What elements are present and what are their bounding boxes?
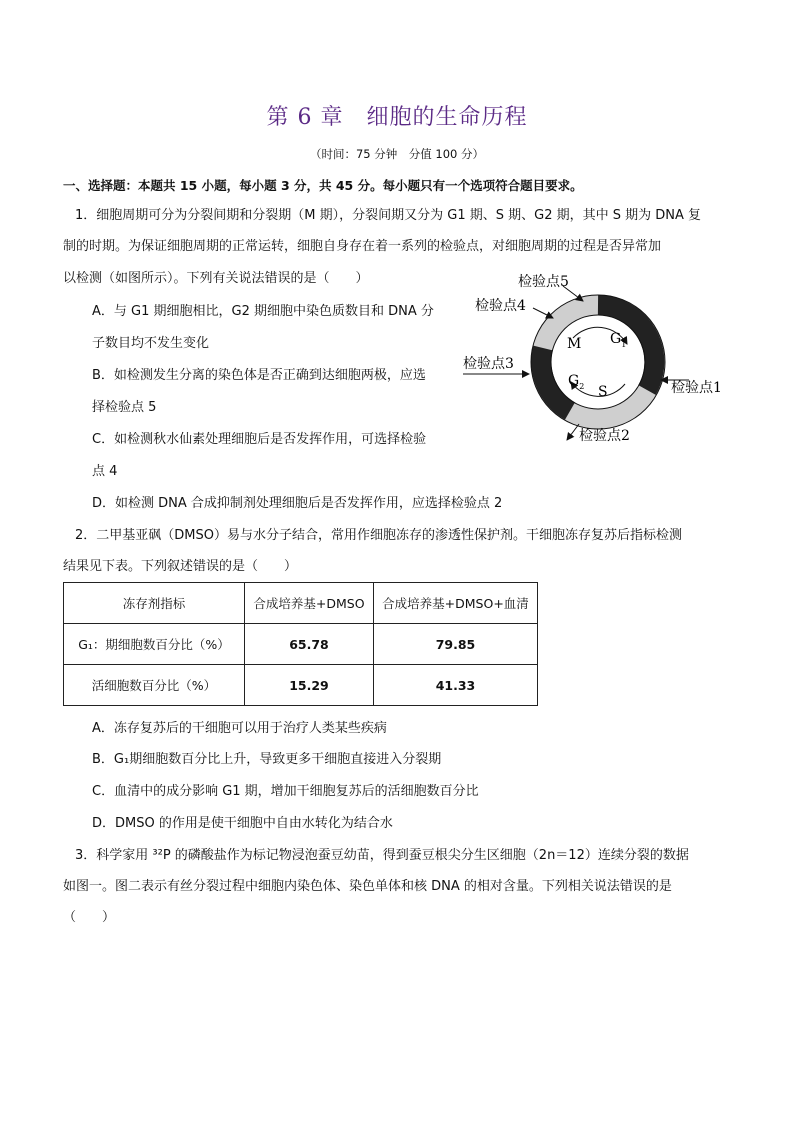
q3-stem-line-3: （ ） [63, 910, 116, 925]
q1-option-c-line-1: C．如检测秋水仙素处理细胞后是否发挥作用，可选择检验 [92, 432, 427, 447]
q2-option-c: C．血清中的成分影响 G1 期，增加干细胞复苏后的活细胞数百分比 [92, 784, 479, 799]
table-cell: 活细胞数百分比（%） [64, 665, 245, 706]
checkpoint-2-label: 检验点2 [579, 428, 630, 444]
q1-stem-line-2: 制的时期。为保证细胞周期的正常运转，细胞自身存在着一系列的检验点，对细胞周期的过程是否异常加 [63, 239, 662, 254]
section-heading: 一、选择题：本题共 15 小题，每小题 3 分，共 45 分。每小题只有一个选项符合题目要求。 [63, 178, 583, 193]
q2-stem-line-2: 结果见下表。下列叙述错误的是（ ） [63, 559, 298, 574]
cell-cycle-diagram [455, 268, 740, 448]
table-row [64, 665, 538, 706]
q1-option-b-line-1: B．如检测发生分离的染色体是否正确到达细胞两极，应选 [92, 368, 426, 383]
checkpoint-1-label: 检验点1 [671, 380, 722, 396]
q3-stem-line-1: 3．科学家用 ³²P 的磷酸盐作为标记物浸泡蚕豆幼苗，得到蚕豆根尖分生区细胞（2n＝12）连续分裂的数据 [75, 848, 689, 863]
checkpoint-3-label: 检验点3 [463, 356, 514, 372]
q1-option-b-line-2: 择检验点 5 [92, 400, 157, 415]
phase-g2-label: $G_2$ [568, 373, 585, 391]
q1-option-a-line-2: 子数目均不发生变化 [92, 336, 210, 351]
table-header-cell: 合成培养基+DMSO+血清 [374, 583, 538, 624]
q1-option-c-line-2: 点 4 [92, 464, 118, 479]
results-table [63, 582, 538, 706]
phase-s-label: S [598, 384, 608, 400]
table-cell: G₁：期细胞数百分比（%） [64, 624, 245, 665]
phase-m-label: M [567, 336, 582, 352]
table-cell: 79.85 [374, 624, 538, 665]
ring-dark-arc-g2 [541, 348, 570, 411]
checkpoint-4-arrow [533, 308, 553, 318]
phase-g1-label: $G_1$ [610, 331, 627, 349]
table-cell: 41.33 [374, 665, 538, 706]
q1-option-d: D．如检测 DNA 合成抑制剂处理细胞后是否发挥作用，应选择检验点 2 [92, 496, 503, 511]
exam-info: （时间：75 分钟 分值 100 分） [309, 147, 485, 161]
q1-option-a-line-1: A．与 G1 期细胞相比，G2 期细胞中染色质数目和 DNA 分 [92, 304, 434, 319]
table-row [64, 624, 538, 665]
q2-option-a: A．冻存复苏后的干细胞可以用于治疗人类某些疾病 [92, 721, 387, 736]
checkpoint-5-label: 检验点5 [518, 274, 569, 290]
page-title: 第 6 章 细胞的生命历程 [266, 105, 528, 130]
q1-stem-line-3: 以检测（如图所示）。下列有关说法错误的是（ ） [63, 271, 369, 286]
table-cell: 65.78 [245, 624, 374, 665]
checkpoint-2-arrow [567, 424, 579, 440]
q1-stem-line-1: 1．细胞周期可分为分裂间期和分裂期（M 期），分裂间期又分为 G1 期、S 期、G2 期，其中 S 期为 DNA 复 [75, 208, 702, 223]
table-header-row [64, 583, 538, 624]
checkpoint-4-label: 检验点4 [475, 298, 526, 314]
table-cell: 15.29 [245, 665, 374, 706]
table-header-cell: 冻存剂指标 [64, 583, 245, 624]
q2-option-b: B．G₁期细胞数百分比上升，导致更多干细胞直接进入分裂期 [92, 752, 442, 767]
q2-option-d: D．DMSO 的作用是使干细胞中自由水转化为结合水 [92, 816, 393, 831]
table-header-cell: 合成培养基+DMSO [245, 583, 374, 624]
q3-stem-line-2: 如图一。图二表示有丝分裂过程中细胞内染色体、染色单体和核 DNA 的相对含量。下列相关说法错误的是 [63, 879, 672, 894]
q2-stem-line-1: 2．二甲基亚砜（DMSO）易与水分子结合，常用作细胞冻存的渗透性保护剂。干细胞冻存复苏后指标检测 [75, 528, 682, 543]
